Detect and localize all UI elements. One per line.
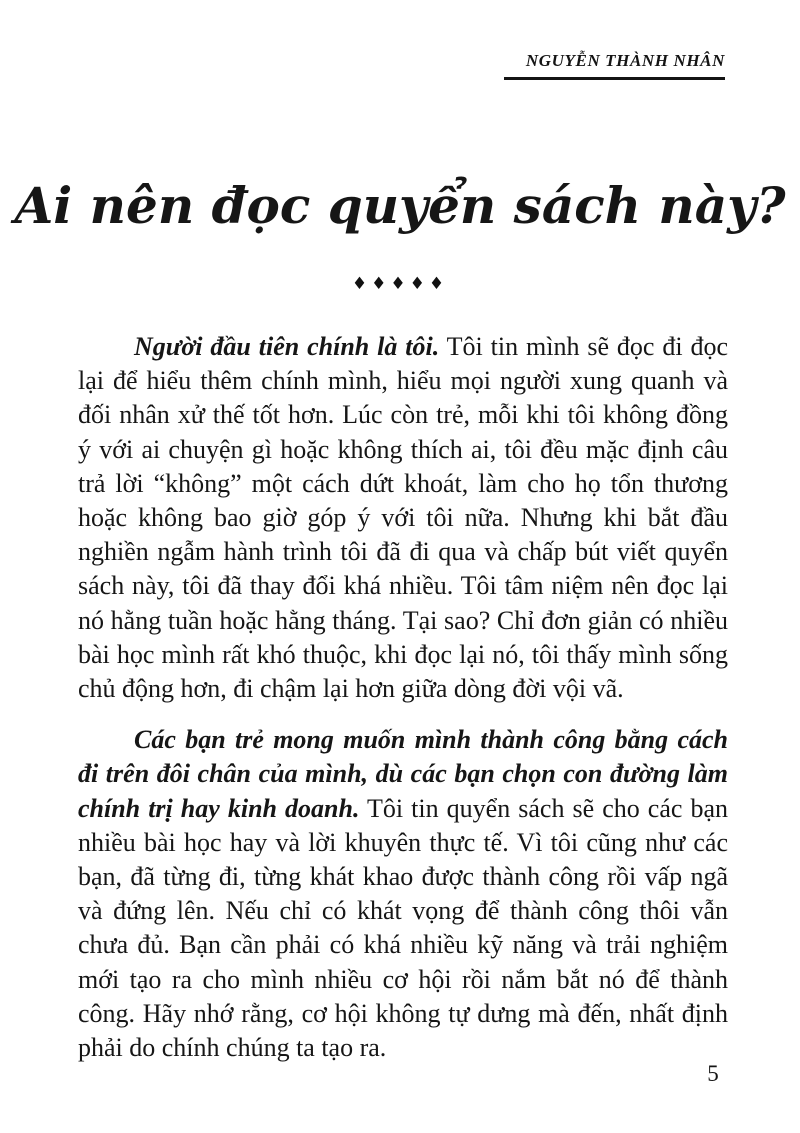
- ornament-diamonds: ♦♦♦♦♦: [351, 274, 449, 294]
- paragraph: [78, 723, 728, 1065]
- author-name: NGUYỄN THÀNH NHÂN: [525, 51, 725, 70]
- chapter-title: Ai nên đọc quyển sách này?: [14, 176, 786, 235]
- header-rule: [504, 77, 725, 80]
- paragraph-lead: Người đầu tiên chính là tôi.: [134, 332, 440, 361]
- paragraph-body: Tôi tin quyển sách sẽ cho các bạn nhiều bài học hay và lời khuyên thực tế. Vì tôi cũng như các bạn, đã từng đi, từng khát khao được thành công rồi vấp ngã và đứng lên. Nếu chỉ có khát vọng để thành công thôi vẫn chưa đủ. Bạn cần phải có khá nhiều kỹ năng và trải nghiệm mới tạo ra cho mình nhiều cơ hội rồi nắm bắt nó để thành công. Hãy nhớ rằng, cơ hội không tự dưng mà đến, nhất định phải do chính chúng ta tạo ra.: [78, 793, 728, 1063]
- body-text: [78, 330, 728, 1082]
- page-number: 5: [707, 1061, 719, 1086]
- paragraph: [78, 330, 728, 706]
- paragraph-lead: Các bạn trẻ mong muốn mình thành công bằng cách đi trên đôi chân của mình, dù các bạn chọn con đường làm chính trị hay kinh doanh.: [78, 725, 728, 823]
- paragraph-body: Tôi tin mình sẽ đọc đi đọc lại để hiểu thêm chính mình, hiểu mọi người xung quanh và đối nhân xử thế tốt hơn. Lúc còn trẻ, mỗi khi tôi không đồng ý với ai chuyện gì hoặc không thích ai, tôi đều mặc định câu trả lời “không” một cách dứt khoát, làm cho họ tổn thương hoặc không bao giờ góp ý với tôi nữa. Nhưng khi bắt đầu nghiền ngẫm hành trình tôi đã đi qua và chấp bút viết quyển sách này, tôi đã thay đổi khá nhiều. Tôi tâm niệm nên đọc lại nó hằng tuần hoặc hằng tháng. Tại sao? Chỉ đơn giản có nhiều bài học mình rất khó thuộc, khi đọc lại nó, tôi thấy mình sống chủ động hơn, đi chậm lại hơn giữa dòng đời vội vã.: [78, 332, 728, 704]
